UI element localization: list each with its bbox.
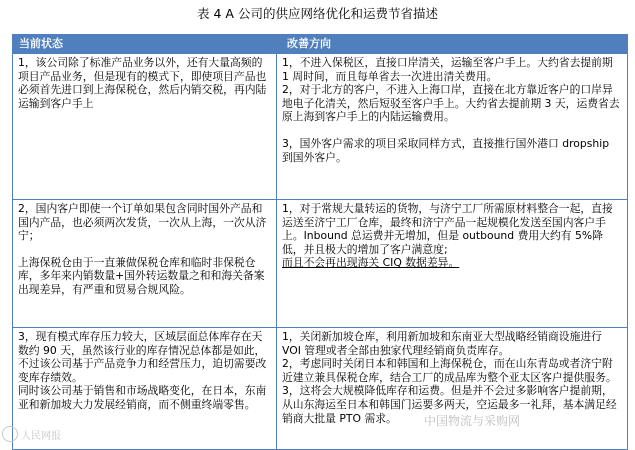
- table-row: [13, 54, 628, 200]
- watermark-left: [2, 426, 61, 442]
- cell-paragraph: 上海保税仓由于一直兼做保税仓库和临时非保税仓库，多年来内销数量+国外转运数量之和和海关备案出现差异，有严重和贸易合规风险。: [18, 255, 265, 296]
- watermark-left-text: 人民网报: [21, 430, 61, 442]
- cell-paragraph: 2，考虑同时关闭日本和韩国和上海保税仓，而在山东青岛或者济宁附近建立兼具保税仓库，结合工厂的成品库为整个亚太区客户提供服务。: [282, 357, 617, 384]
- current-state-cell: [13, 200, 277, 328]
- cell-paragraph: 1，该公司除了标准产品业务以外，还有大量高频的项目产品业务，但是现有的模式下，即使项目产品也必须首先进口到上海保税仓，然后内销交税，再内陆运输到客户手上: [18, 56, 267, 110]
- cell-paragraph: 3，现有模式库存压力较大，区域层面总体库存在天数约 90 天，虽然该行业的库存情况总体都是如此，不过该公司基于产品竞争力和经营压力，迫切需要改变库存绩效。: [18, 330, 267, 384]
- table-row: [13, 200, 628, 328]
- watermark-right: 中国物流与采购网: [424, 414, 521, 428]
- current-state-cell: [13, 54, 277, 200]
- cell-paragraph: 1，关闭新加坡仓库，利用新加坡和东南亚大型战略经销商设施进行 VOI 管理或者全部由独家代理经销商负责库存。: [282, 330, 602, 357]
- improvement-cell: [277, 54, 628, 200]
- improvement-cell: [277, 328, 628, 450]
- cell-paragraph: 2，国内客户即使一个订单如果包含同时国外产品和国内产品，也必须两次发货，一次从上海，一次从济宁；: [18, 202, 267, 243]
- header-improvement-direction: 改善方向: [277, 35, 628, 54]
- watermark-logo-icon: [2, 426, 18, 442]
- supply-network-table: [12, 34, 628, 450]
- cell-paragraph: 而且不会再出现海关 CIQ 数据差异。: [282, 256, 460, 270]
- cell-paragraph: 2，对于北方的客户，不进入上海口岸，直接在北方靠近客户的口岸异地电子化清关，然后短驳至客户手上。大约省去提前期 3 天，运费省去原上海到客户手上的内陆运输费用。: [282, 83, 620, 124]
- cell-paragraph: 3，这将会大规模降低库存和运费。但是并不会过多影响客户提前期，从山东海运至日本和韩国门运要多两天，空运最多一礼拜，基本满足经销商大批量 PTO 需求。: [282, 384, 617, 425]
- cell-paragraph: 3，国外客户需求的项目采取同样方式，直接推行国外港口 dropship 到国外客户。: [282, 136, 610, 164]
- cell-paragraph: 1，不进入保税区，直接口岸清关，运输至客户手上。大约省去提前期 1 周时间，而且每单省去一次进出清关费用。: [282, 56, 613, 83]
- table-row: [13, 328, 628, 450]
- improvement-cell: [277, 200, 628, 328]
- table-caption: 表 4 A 公司的供应网络优化和运费节省描述: [197, 6, 438, 21]
- table-header-row: [13, 35, 628, 54]
- cell-paragraph: 1，对于常规大量转运的货物，与济宁工厂所需原材料整合一起，直接运送至济宁工厂仓库，最终和济宁产品一起规模化发送至国内客户手上。Inbound 总运费并无增加，但是 outbound 费用大约有 5%降低，并且极大的增加了客户满意度;: [282, 202, 613, 256]
- cell-paragraph: 同时该公司基于销售和市场战略变化，在日本，东南亚和新加坡大力发展经销商，而不侧重终端零售。: [18, 384, 267, 411]
- header-current-state: 当前状态: [13, 35, 277, 54]
